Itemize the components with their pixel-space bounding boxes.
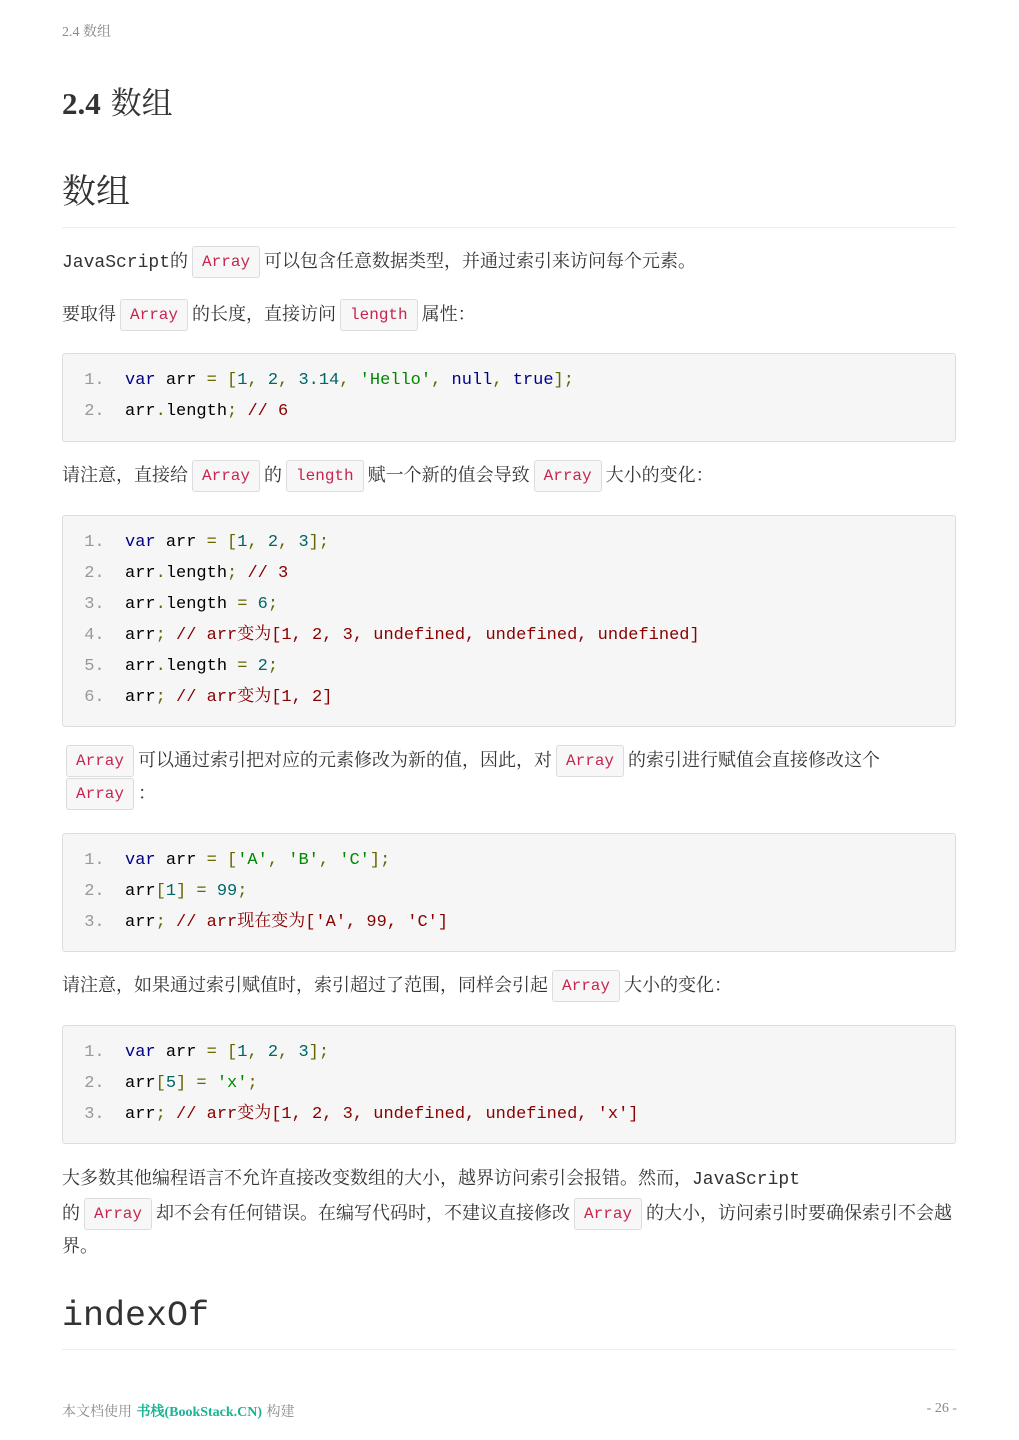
line-number: 2. xyxy=(84,564,125,583)
paragraph-intro xyxy=(62,245,956,280)
code-line xyxy=(63,907,955,938)
text: 可以包含任意数据类型，并通过索引来访问每个元素。 xyxy=(264,251,697,272)
text: 属性： xyxy=(421,304,476,325)
text: 大小的变化： xyxy=(624,975,733,996)
text: 请注意，如果通过索引赋值时，索引超过了范围，同样会引起 xyxy=(62,975,548,996)
text: 的索引进行赋值会直接修改这个 xyxy=(628,750,881,771)
code-block-1 xyxy=(62,353,956,442)
line-number: 2. xyxy=(84,402,125,421)
inline-code: Array xyxy=(66,745,134,777)
line-number: 3. xyxy=(84,913,125,932)
text: 本文档使用 xyxy=(62,1404,132,1420)
line-number: 1. xyxy=(84,371,125,390)
inline-code: Array xyxy=(66,778,134,810)
inline-code: Array xyxy=(552,970,620,1002)
code-text: arr; // arr变为[1, 2, 3, undefined, undefined, 'x'] xyxy=(125,1105,639,1124)
code-line xyxy=(63,620,955,651)
running-header: 2.4 数组 xyxy=(62,25,111,40)
line-number: 3. xyxy=(84,595,125,614)
code-text: arr.length; // 3 xyxy=(125,564,289,583)
code-text: arr; // arr现在变为['A', 99, 'C'] xyxy=(125,913,449,932)
inline-code: Array xyxy=(556,745,624,777)
text: 可以通过索引把对应的元素修改为新的值，因此，对 xyxy=(138,750,553,771)
code-line xyxy=(63,682,955,713)
code-text: arr[1] = 99; xyxy=(125,882,248,901)
code-line xyxy=(63,1037,955,1068)
text: JavaScript xyxy=(62,253,171,273)
code-line xyxy=(63,589,955,620)
text: 大多数其他编程语言不允许直接改变数组的大小，越界访问索引会报错。然而， xyxy=(62,1168,692,1189)
inline-code: length xyxy=(340,299,418,331)
paragraph-length-change xyxy=(62,459,956,492)
text: ： xyxy=(138,783,157,804)
line-number: 1. xyxy=(84,533,125,552)
code-block-4 xyxy=(62,1025,956,1144)
text: 的 xyxy=(62,1203,80,1224)
code-block-2 xyxy=(62,515,956,727)
code-line xyxy=(63,1099,955,1130)
section-heading-arrays: 数组 xyxy=(62,168,956,228)
inline-code: Array xyxy=(574,1198,642,1230)
paragraph-length xyxy=(62,298,956,331)
code-text: var arr = [1, 2, 3.14, 'Hello', null, true]; xyxy=(125,371,574,390)
code-text: var arr = [1, 2, 3]; xyxy=(125,533,330,552)
code-text: arr.length; // 6 xyxy=(125,402,289,421)
code-text: var arr = [1, 2, 3]; xyxy=(125,1043,330,1062)
text: 要取得 xyxy=(62,304,116,325)
code-line xyxy=(63,558,955,589)
line-number: 4. xyxy=(84,626,125,645)
text: 请注意，直接给 xyxy=(62,465,188,486)
paragraph-index-assign xyxy=(62,744,956,810)
code-text: arr; // arr变为[1, 2] xyxy=(125,688,333,707)
inline-code: Array xyxy=(84,1198,152,1230)
text: 构建 xyxy=(266,1404,295,1420)
code-block-3 xyxy=(62,833,956,952)
page-number: - 26 - xyxy=(926,1401,957,1416)
code-line xyxy=(63,527,955,558)
text: 的 xyxy=(170,251,189,272)
code-text: arr[5] = 'x'; xyxy=(125,1074,258,1093)
inline-code: Array xyxy=(534,460,602,492)
code-line xyxy=(63,651,955,682)
text: 赋一个新的值会导致 xyxy=(367,465,530,486)
code-text: var arr = ['A', 'B', 'C']; xyxy=(125,851,391,870)
code-line xyxy=(63,876,955,907)
line-number: 1. xyxy=(84,1043,125,1062)
chapter-number: 2.4 xyxy=(62,86,101,121)
code-line xyxy=(63,396,955,427)
code-text: arr.length = 2; xyxy=(125,657,279,676)
inline-code: Array xyxy=(192,460,260,492)
text: 的大小，访问索引时要确保索引不会越界。 xyxy=(62,1203,953,1257)
text: JavaScript xyxy=(692,1170,801,1190)
code-line xyxy=(63,1068,955,1099)
line-number: 6. xyxy=(84,688,125,707)
text: 大小的变化： xyxy=(605,465,714,486)
section-heading-indexof: indexOf xyxy=(62,1292,956,1350)
text: 却不会有任何错误。在编写代码时，不建议直接修改 xyxy=(156,1203,571,1224)
inline-code: Array xyxy=(120,299,188,331)
footer-credit xyxy=(62,1401,295,1421)
line-number: 2. xyxy=(84,882,125,901)
line-number: 5. xyxy=(84,657,125,676)
code-line xyxy=(63,845,955,876)
paragraph-out-of-range xyxy=(62,969,956,1002)
footer-brand-link[interactable]: 书栈(BookStack.CN) xyxy=(136,1405,263,1420)
code-line xyxy=(63,365,955,396)
inline-code: length xyxy=(286,460,364,492)
line-number: 1. xyxy=(84,851,125,870)
line-number: 2. xyxy=(84,1074,125,1093)
chapter-name: 数组 xyxy=(110,86,173,122)
chapter-title xyxy=(62,78,173,123)
code-text: arr.length = 6; xyxy=(125,595,279,614)
text: 的长度，直接访问 xyxy=(192,304,337,325)
inline-code: Array xyxy=(192,246,260,278)
paragraph-advice xyxy=(62,1162,956,1263)
line-number: 3. xyxy=(84,1105,125,1124)
code-text: arr; // arr变为[1, 2, 3, undefined, undefined, undefined] xyxy=(125,626,700,645)
text: 的 xyxy=(264,465,283,486)
